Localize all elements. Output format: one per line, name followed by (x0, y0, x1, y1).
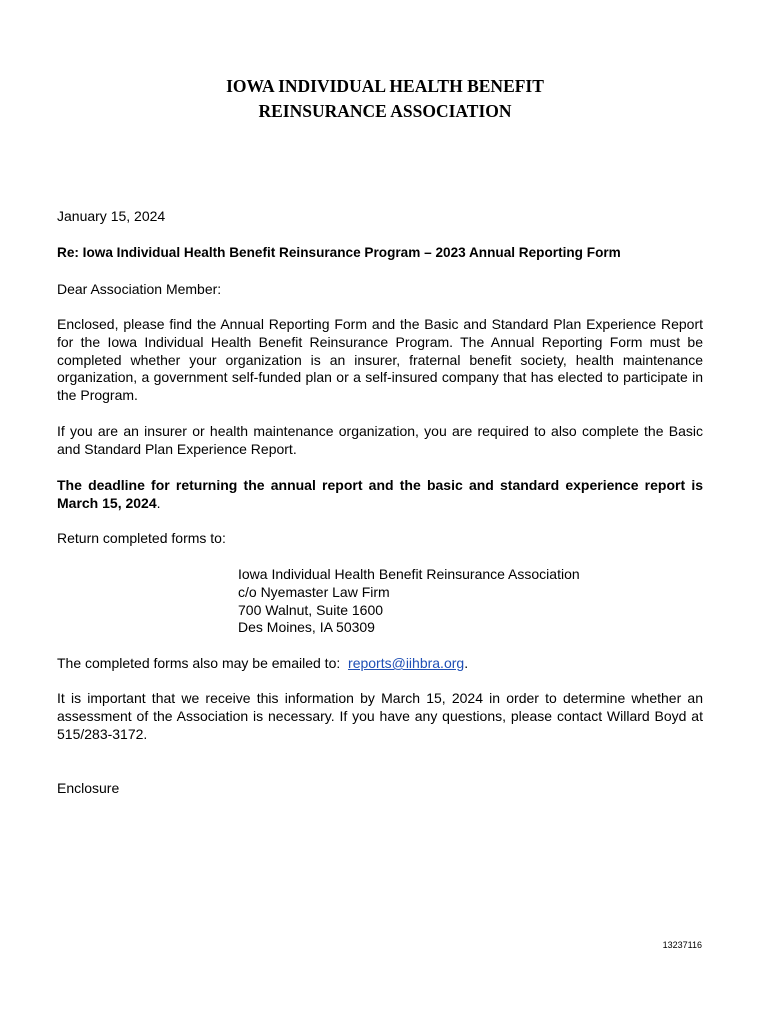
mailing-address (238, 566, 580, 637)
email-period: . (464, 655, 469, 671)
deadline-bold-text: The deadline for returning the annual report and the basic and standard experience report is March 15, 2024 (57, 477, 703, 511)
letterhead (0, 74, 770, 124)
email-intro: The completed forms also may be emailed to: (57, 655, 349, 671)
document-number: 13237116 (662, 940, 702, 950)
paragraph-final: It is important that we receive this information by March 15, 2024 in order to determine whether an assessment of the Association is necessary. If you have any questions, please contact Willard Boyd at 515/283-3172. (57, 690, 703, 742)
enclosure-note: Enclosure (57, 780, 120, 796)
paragraph-email (57, 655, 703, 673)
paragraph-insurer: If you are an insurer or health maintenance organization, you are required to also complete the Basic and Standard Plan Experience Report. (57, 423, 703, 457)
letterhead-line-2: REINSURANCE ASSOCIATION (258, 101, 512, 121)
email-link[interactable]: reports@iihbra.org (348, 655, 465, 671)
address-line-2: c/o Nyemaster Law Firm (238, 583, 390, 600)
salutation: Dear Association Member: (57, 281, 222, 297)
address-line-3: 700 Walnut, Suite 1600 (238, 601, 384, 618)
letterhead-line-1: IOWA INDIVIDUAL HEALTH BENEFIT (226, 76, 544, 96)
return-intro: Return completed forms to: (57, 530, 226, 546)
letter-subject: Re: Iowa Individual Health Benefit Reinsurance Program – 2023 Annual Reporting Form (57, 245, 621, 260)
address-line-1: Iowa Individual Health Benefit Reinsurance Association (238, 566, 580, 582)
address-line-4: Des Moines, IA 50309 (238, 619, 375, 636)
letter-date: January 15, 2024 (57, 208, 166, 224)
deadline-period: . (156, 494, 161, 511)
paragraph-enclosed: Enclosed, please find the Annual Reporting Form and the Basic and Standard Plan Experience Report for the Iowa Individual Health Benefit Reinsurance Program. The Annual Reporting Form must be completed whether your organization is an insurer, fraternal benefit society, health maintenance organization, a government self-funded plan or a self-insured company that has elected to participate in the Program. (57, 316, 703, 404)
paragraph-deadline (57, 477, 703, 513)
